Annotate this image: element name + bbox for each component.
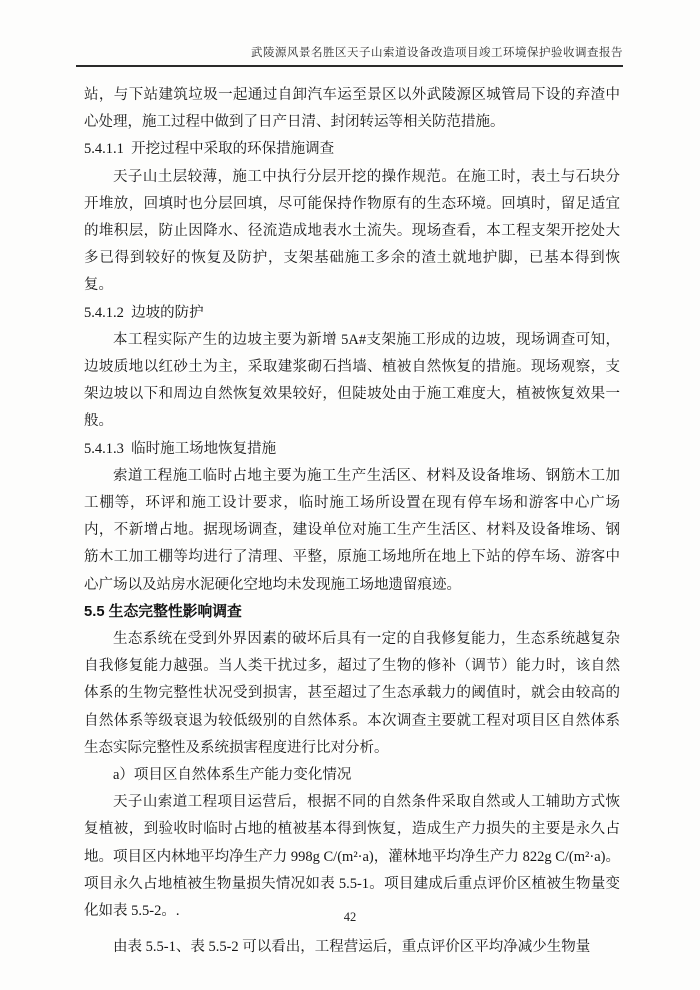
page-number: 42 [343,910,357,924]
paragraph-slope-protection: 本工程实际产生的边坡主要为新增 5A#支架施工形成的边坡，现场调查可知，边坡质地以红砂土为主，采取建浆砌石挡墙、植被自然恢复的措施。现场观察，支架边坡以下和周边自然恢复效果较好，但陡坡处由于施工难度大，植被恢复效果一般。 [84,331,620,430]
paragraph-ecosystem-integrity: 生态系统在受到外界因素的破坏后具有一定的自我修复能力，生态系统越复杂自我修复能力越强。当人类干扰过多，超过了生物的修补（调节）能力时，该自然体系的生物完整性状况受到损害，甚至超过了生态承载力的阈值时，就会由较高的自然体系等级衰退为较低级别的自然体系。本次调查主要就工程对项目区自然体系生态实际完整性及系统损害程度进行比对分析。 [84,631,620,756]
header-title: 武陵源风景名胜区天子山索道设备改造项目竣工环境保护验收调查报告 [251,47,623,59]
section-heading-5-4-1-3: 5.4.1.3 临时施工场地恢复措施 [84,440,277,457]
paragraph-continued: 站，与下站建筑垃圾一起通过自卸汽车运至景区以外武陵源区城管局下设的弃渣中心处理，施工过程中做到了日产日清、封闭转运等相关防范措施。 [84,87,620,131]
page-footer [0,910,700,925]
paragraph-productivity-loss: 天子山索道工程项目运营后，根据不同的自然条件采取自然或人工辅助方式恢复植被，到验收时临时占地的植被基本得到恢复，造成生产力损失的主要是永久占地。项目区内林地平均净生产力 998g C/(m²·a)，灌林地平均净生产力 822g C/(m²·a)。项目永久占地植被生物量损失情况如表 5.5-1。项目建成后重点评价区植被生物量变化如表 5.5-2。. [84,794,620,920]
paragraph-biomass-conclusion: 由表 5.5-1、表 5.5-2 可以看出，工程营运后，重点评价区平均净减少生物量 [113,939,591,956]
document-body [84,82,620,962]
header-rule [76,65,623,67]
list-item-a-production-capacity: a）项目区自然体系生产能力变化情况 [113,767,352,784]
section-heading-5-4-1-2: 5.4.1.2 边坡的防护 [84,304,204,321]
section-heading-5-4-1-1: 5.4.1.1 开挖过程中采取的环保措施调查 [84,141,335,158]
page-header [76,46,623,60]
paragraph-excavation-measures: 天子山土层较薄，施工中执行分层开挖的操作规范。在施工时，表土与石块分开堆放，回填时也分层回填，尽可能保持作物原有的生态环境。回填时，留足适宜的堆积层，防止因降水、径流造成地表水土流失。现场查看，本工程支架开挖处大多已得到较好的恢复及防护，支架基础施工多余的渣土就地护脚，已基本得到恢复。 [84,168,620,294]
section-heading-5-5: 5.5 生态完整性影响调查 [84,603,242,620]
paragraph-temporary-site-restoration: 索道工程施工临时占地主要为施工生产生活区、材料及设备堆场、钢筋木工加工棚等，环评和施工设计要求，临时施工场所设置在现有停车场和游客中心广场内，不新增占地。据现场调查，建设单位对施工生产生活区、材料及设备堆场、钢筋木工加工棚等均进行了清理、平整，原施工场地所在地上下站的停车场、游客中心广场以及站房水泥硬化空地均未发现施工场地遗留痕迹。 [84,467,620,593]
